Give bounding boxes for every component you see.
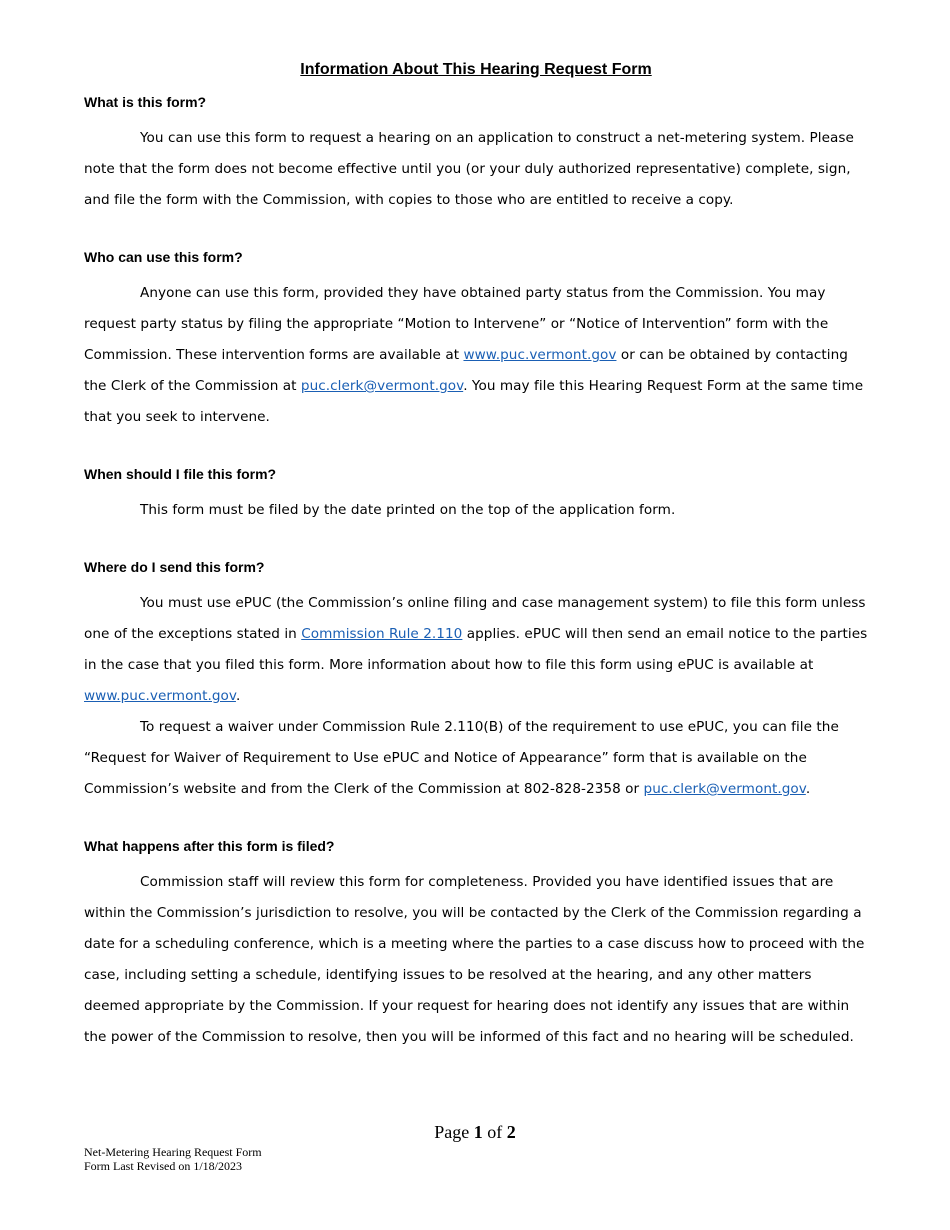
clerk-email-link[interactable]: puc.clerk@vermont.gov [643,781,806,797]
section-paragraph: Commission staff will review this form for completeness. Provided you have identified issues that are within the Commission’s jurisdiction to resolve, you will be contacted by the Clerk of the Commission regarding a date for a scheduling conference, which is a meeting where the parties to a case discuss how to proceed with the case, including setting a schedule, identifying issues to be resolved at the hearing, and any other matters deemed appropriate by the Commission. If your request for hearing does not identify any issues that are within the power of the Commission to resolve, then you will be informed of this fact and no hearing will be scheduled. [84,874,865,1045]
section-paragraph [84,588,868,712]
page-prefix: Page [434,1122,470,1142]
page-title: Information About This Hearing Request Form [300,61,652,78]
section-paragraph [84,712,868,805]
text-run: . [805,781,811,797]
commission-rule-link[interactable]: Commission Rule 2.110 [301,626,463,642]
text-run: You must use ePUC (the Commission’s online filing and case management system) to file this form unless one of the exceptions stated in [84,595,866,642]
text-run: or can be obtained by contacting the Clerk of the Commission at [84,347,848,394]
section-paragraph [84,278,868,433]
section-after [84,836,868,1053]
puc-website-link[interactable]: www.puc.vermont.gov [84,688,236,704]
section-when [84,464,868,526]
footer-form-name: Net-Metering Hearing Request Form [84,1145,262,1159]
section-paragraph: This form must be filed by the date printed on the top of the application form. [140,502,676,518]
section-heading: When should I file this form? [84,466,277,482]
text-run: Anyone can use this form, provided they have obtained party status from the Commission. You may request party status by filing the appropriate “Motion to Intervene” or “Notice of Intervention” form with the Commission. These intervention forms are available at [84,285,829,363]
text-run: . [235,688,241,704]
section-paragraph: You can use this form to request a hearing on an application to construct a net-metering system. Please note that the form does not become effective until you (or your duly authorized representative) complete, sign, and file the form with the Commission, with copies to those who are entitled to receive a copy. [84,130,854,208]
page-current: 1 [473,1122,483,1142]
puc-website-link[interactable]: www.puc.vermont.gov [463,347,617,363]
page-of: of [487,1122,503,1142]
document-page [84,60,868,1053]
footer-revision-date: Form Last Revised on 1/18/2023 [84,1159,242,1173]
footer [84,1145,262,1173]
section-heading: What happens after this form is filed? [84,838,335,854]
page-number [0,1122,950,1143]
text-run: . You may file this Hearing Request Form at the same time that you seek to intervene. [84,378,864,425]
section-what [84,92,868,216]
section-where [84,557,868,805]
text-run: applies. ePUC will then send an email notice to the parties in the case that you filed this form. More information about how to file this form using ePUC is available at [84,626,868,673]
text-run: To request a waiver under Commission Rule 2.110(B) of the requirement to use ePUC, you can file the “Request for Waiver of Requirement to Use ePUC and Notice of Appearance” form that is available on the Commission’s website and from the Clerk of the Commission at 802-828-2358 or [84,719,839,797]
page-total: 2 [506,1122,516,1142]
section-heading: Where do I send this form? [84,559,265,575]
section-heading: What is this form? [84,94,207,110]
section-who [84,247,868,433]
section-heading: Who can use this form? [84,249,243,265]
clerk-email-link[interactable]: puc.clerk@vermont.gov [300,378,464,394]
